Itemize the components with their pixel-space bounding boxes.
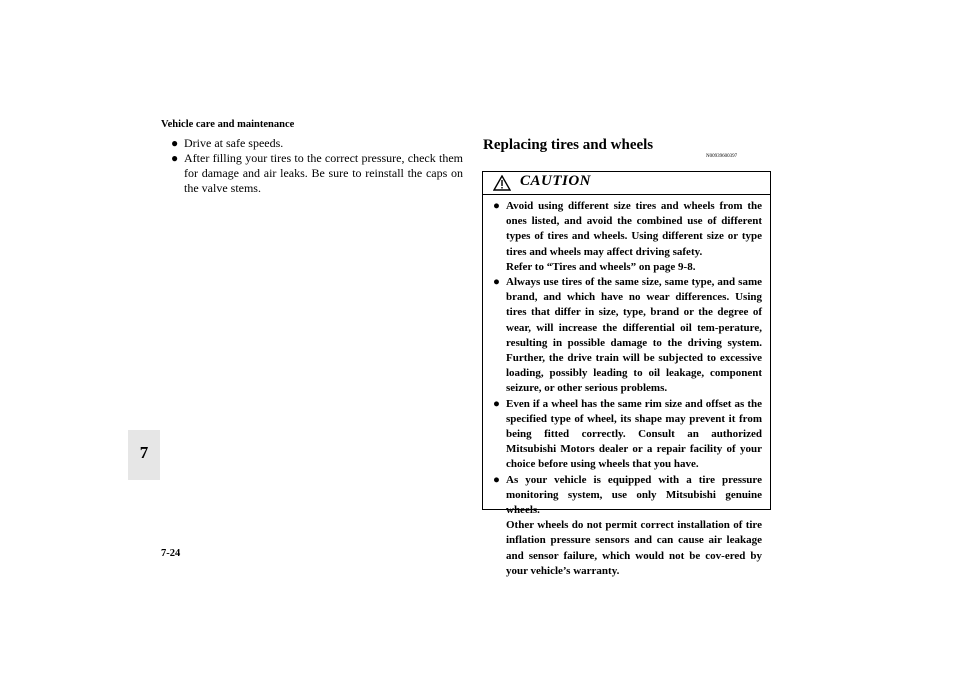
caution-header [483,172,770,195]
section-code: N00939600397 [706,154,738,159]
chapter-number: 7 [139,443,149,462]
list-item-text: After filling your tires to the correct pressure, check them for damage and air leaks. Be sure to reinstall the caps on the valve stems. [184,151,463,195]
caution-item-text: Always use tires of the same size, same type, and same brand, and which have no wear differences. Using tires that differ in size, type, brand or the degree of wear, will increase the differential oil tem-perature, resulting in possible damage to the driving system. Further, the drive train will be subjected to excessive loading, possibly leading to oil leakage, component seizure, or other serious problems. [506,276,762,395]
bullet-icon: ● [493,276,500,289]
list-item-text: Drive at safe speeds. [184,136,284,150]
left-column [171,136,463,196]
section-title: Replacing tires and wheels [483,137,654,153]
caution-title: CAUTION [520,173,592,189]
bullet-icon: ● [171,136,179,150]
caution-item [493,397,762,473]
bullet-icon: ● [493,200,500,212]
caution-item-text: As your vehicle is equipped with a tire pressure monitoring system, use only Mitsubishi genuine wheels. [506,473,762,517]
page-number: 7-24 [161,548,181,559]
caution-item-text: Even if a wheel has the same rim size and offset as the specified type of wheel, its shape may prevent it from being fitted correctly. Consult an authorized Mitsubishi Motors dealer or a repair facility of your choice before using wheels that you have. [506,397,762,471]
list-item [171,136,463,151]
caution-item [493,199,762,275]
caution-item [493,473,762,579]
bullet-icon: ● [171,151,179,165]
caution-item-text: Avoid using different size tires and wheels from the ones listed, and avoid the combined use of different types of tires and wheels. Using different size or type tires and wheels may affect driving safety. [506,200,762,258]
chapter-tab [128,430,160,480]
list-item [171,151,463,196]
caution-item-extra: Other wheels do not permit correct installation of tire inflation pressure sensors and can cause air leakage and sensor failure, which would not be cov-ered by your vehicle’s warranty. [506,519,762,577]
caution-box [482,171,771,577]
bullet-icon: ● [493,397,500,410]
bullet-icon: ● [493,473,500,486]
caution-item-extra: Refer to “Tires and wheels” on page 9-8. [506,260,696,273]
running-header: Vehicle care and maintenance [161,119,295,130]
warning-triangle-icon [493,175,511,191]
caution-item [493,275,762,397]
caution-list [483,195,770,579]
